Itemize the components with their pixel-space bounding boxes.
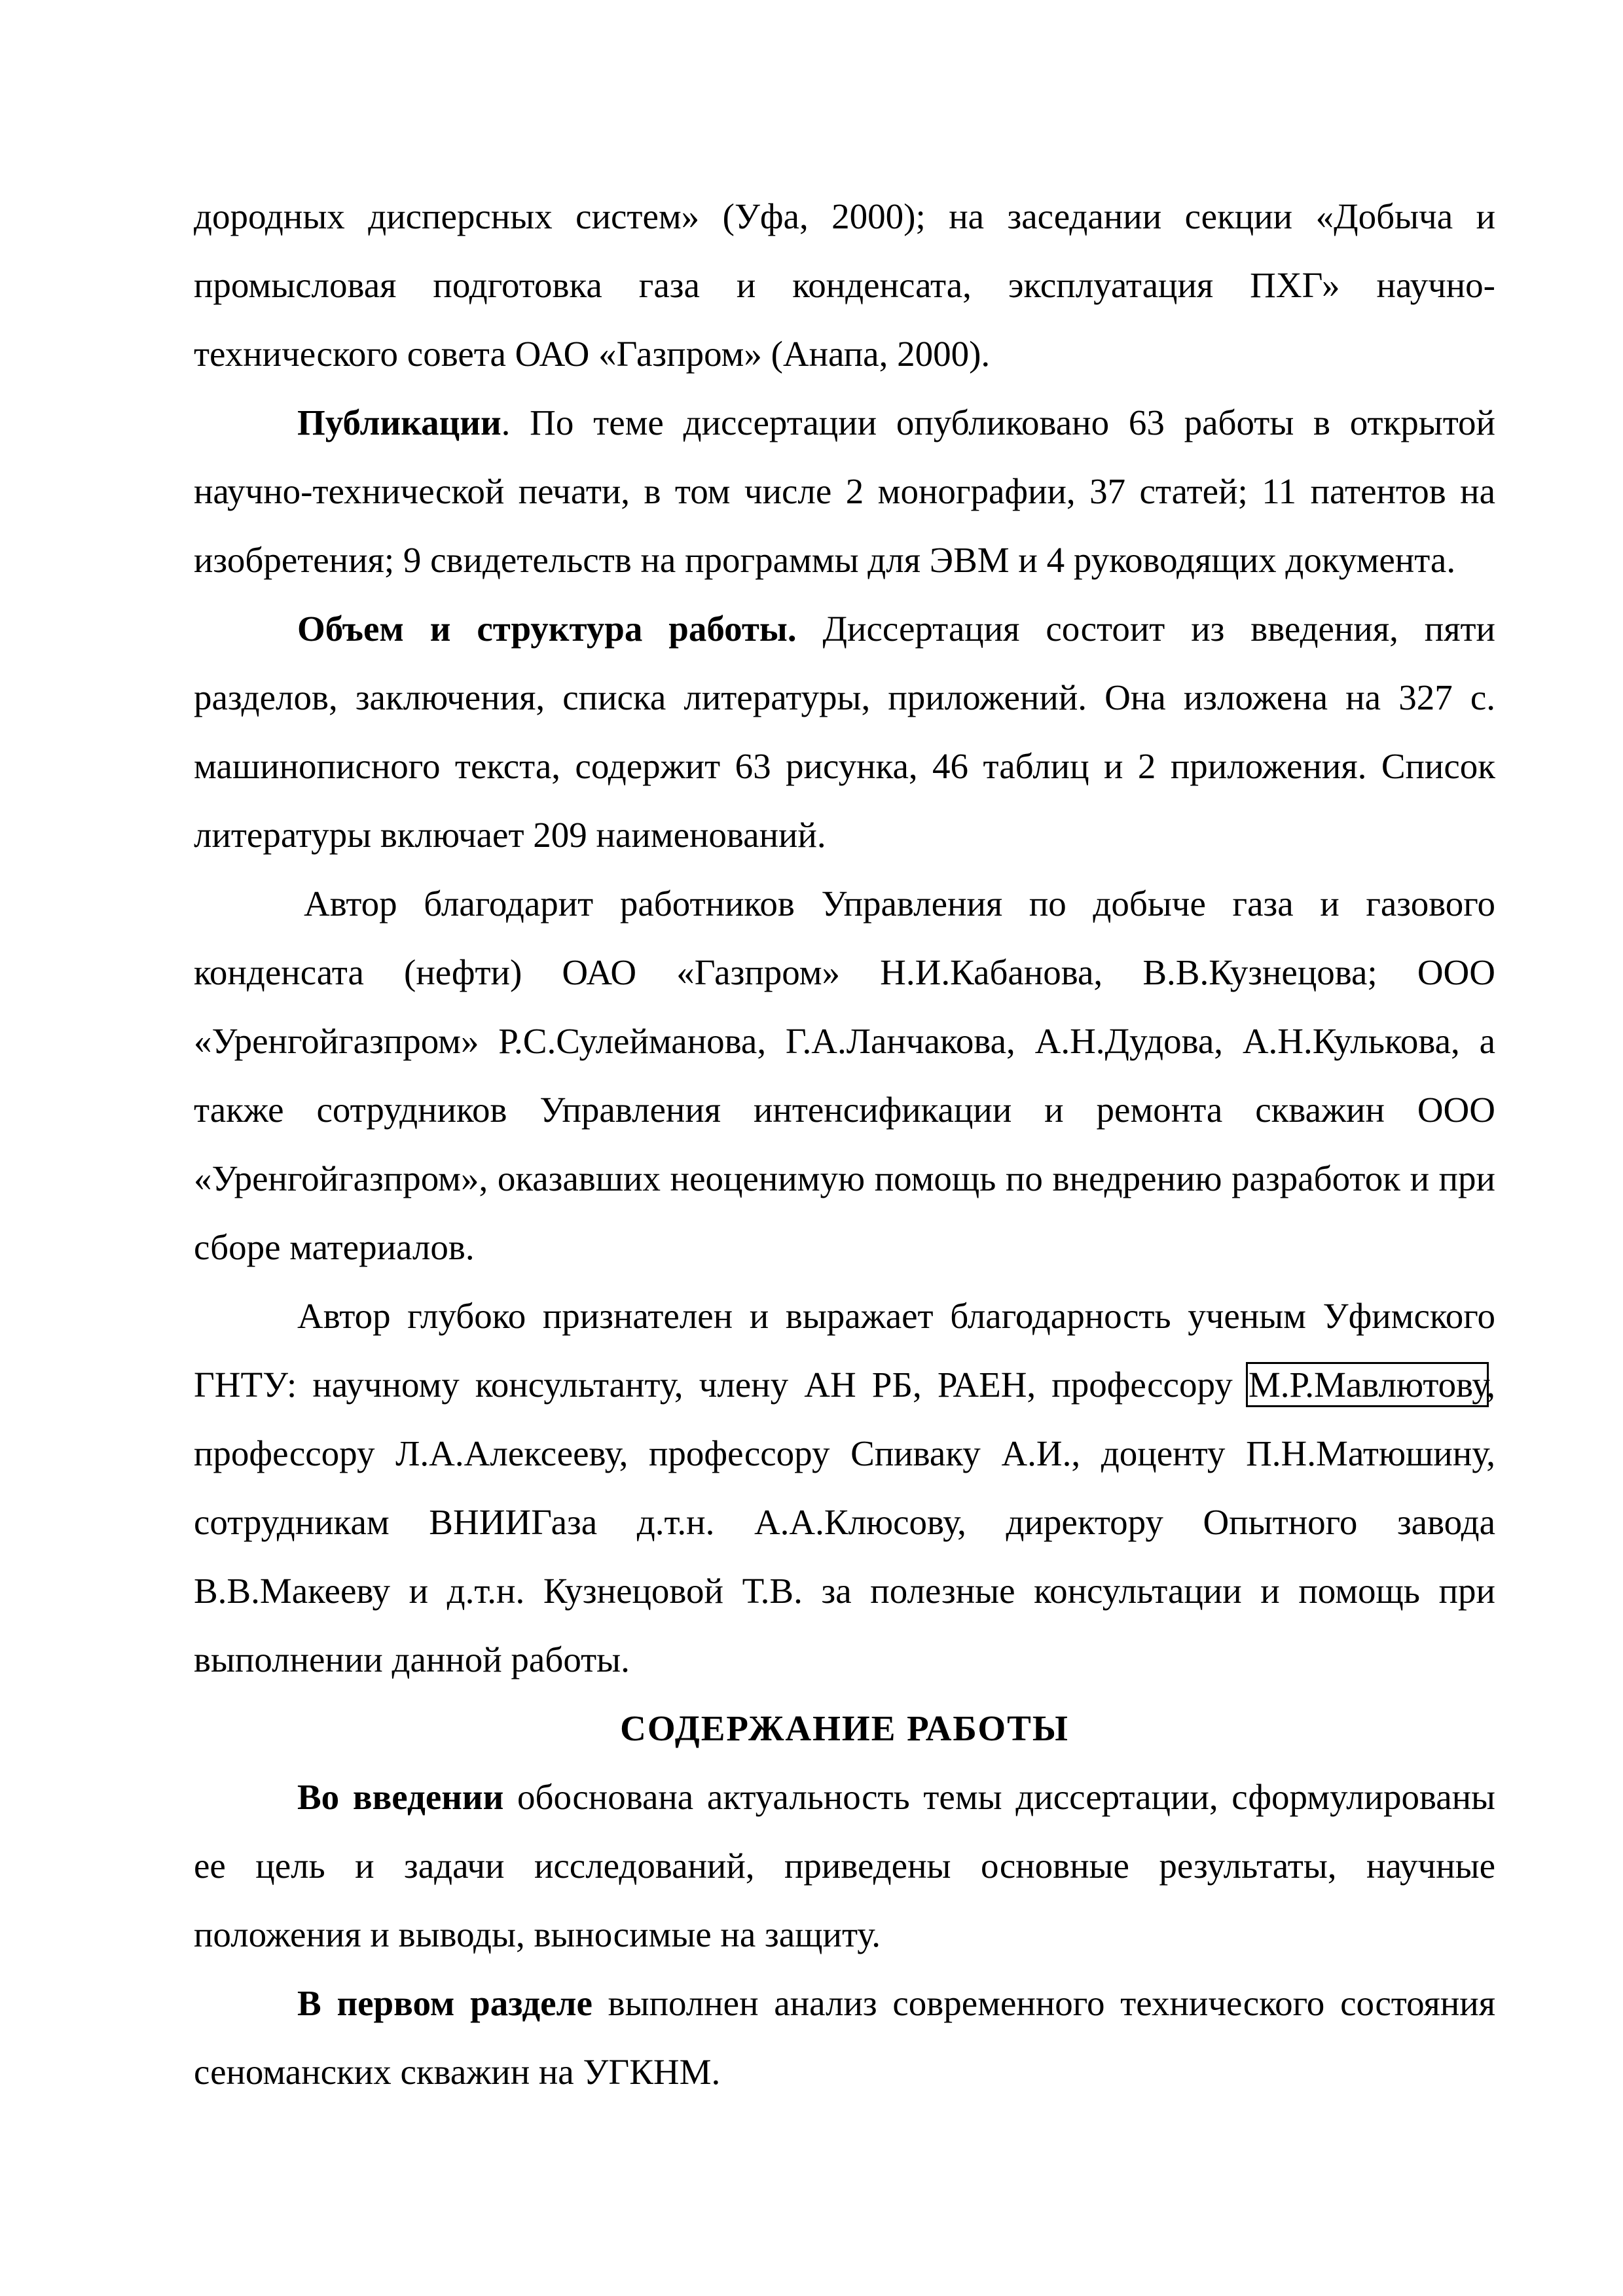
paragraph-text: Автор благодарит работников Управления по добыче газа и газового конденсата (нефти) ОАО «Газпром» Н.И.Кабанова, В.В.Кузнецова; ООО «Уренгойгазпром» Р.С.Сулейманова, Г.А.Ланчакова, А.Н.Дудова, А.Н.Кулькова, а также сотрудников Управления интенсификации и ремонта скважин ООО «Уренгойгазпром», оказавших неоценимую помощь по внедрению разработок и при сборе материалов. — [194, 884, 1495, 1267]
paragraph-first-section — [194, 1969, 1495, 2106]
paragraph-text: выполнен анализ современного технического состояния сеноманских скважин на УГКНМ. — [194, 1983, 1495, 2092]
paragraph-text: дородных дисперсных систем» (Уфа, 2000); на заседании секции «Добыча и промысловая подготовка газа и конденсата, эксплуатация ПХГ» научно-технического совета ОАО «Газпром» (Анапа, 2000). — [194, 196, 1495, 374]
paragraph-acknowledgements-1 — [194, 869, 1495, 1282]
paragraph-text: Диссертация состоит из введения, пяти разделов, заключения, списка литературы, приложений. Она изложена на 327 с. машинописного текста, содержит 63 рисунка, 46 таблиц и 2 приложения. Список литературы включает 209 наименований. — [194, 609, 1495, 855]
first-section-lead: В первом разделе — [297, 1983, 593, 2023]
paragraph-introduction — [194, 1763, 1495, 1969]
paragraph-acknowledgements-2 — [194, 1282, 1495, 1694]
paragraph-volume-structure — [194, 594, 1495, 869]
publications-heading: Публикации — [297, 403, 501, 442]
paragraph-publications — [194, 388, 1495, 594]
volume-structure-heading: Объем и структура работы. — [297, 609, 797, 649]
paragraph-text: . По теме диссертации опубликовано 63 работы в открытой научно-технической печати, в том числе 2 монографии, 37 статей; 11 патентов на изобретения; 9 свидетельств на программы для ЭВМ и 4 руководящих документа. — [194, 403, 1495, 580]
section-heading: СОДЕРЖАНИЕ РАБОТЫ — [620, 1708, 1069, 1748]
paragraph-text: обоснована актуальность темы диссертации, сформулированы ее цель и задачи исследований, приведены основные результаты, научные положения и выводы, выносимые на защиту. — [194, 1777, 1495, 1954]
paragraph-text: Автор глубоко признателен и выражает благодарность ученым Уфимского ГНТУ: научному консультанту, члену АН РБ, РАЕН, профессору — [194, 1296, 1495, 1405]
boxed-name: М.Р.Мавлютову — [1248, 1365, 1487, 1405]
introduction-lead: Во введении — [297, 1777, 504, 1817]
document-body — [194, 182, 1495, 2106]
paragraph-text: , профессору Л.А.Алексееву, профессору Спиваку А.И., доценту П.Н.Матюшину, сотрудникам ВНИИГаза д.т.н. А.А.Клюсову, директору Опытного завода В.В.Макееву и д.т.н. Кузнецовой Т.В. за полезные консультации и помощь при выполнении данной работы. — [194, 1365, 1495, 1679]
paragraph-conference — [194, 182, 1495, 388]
